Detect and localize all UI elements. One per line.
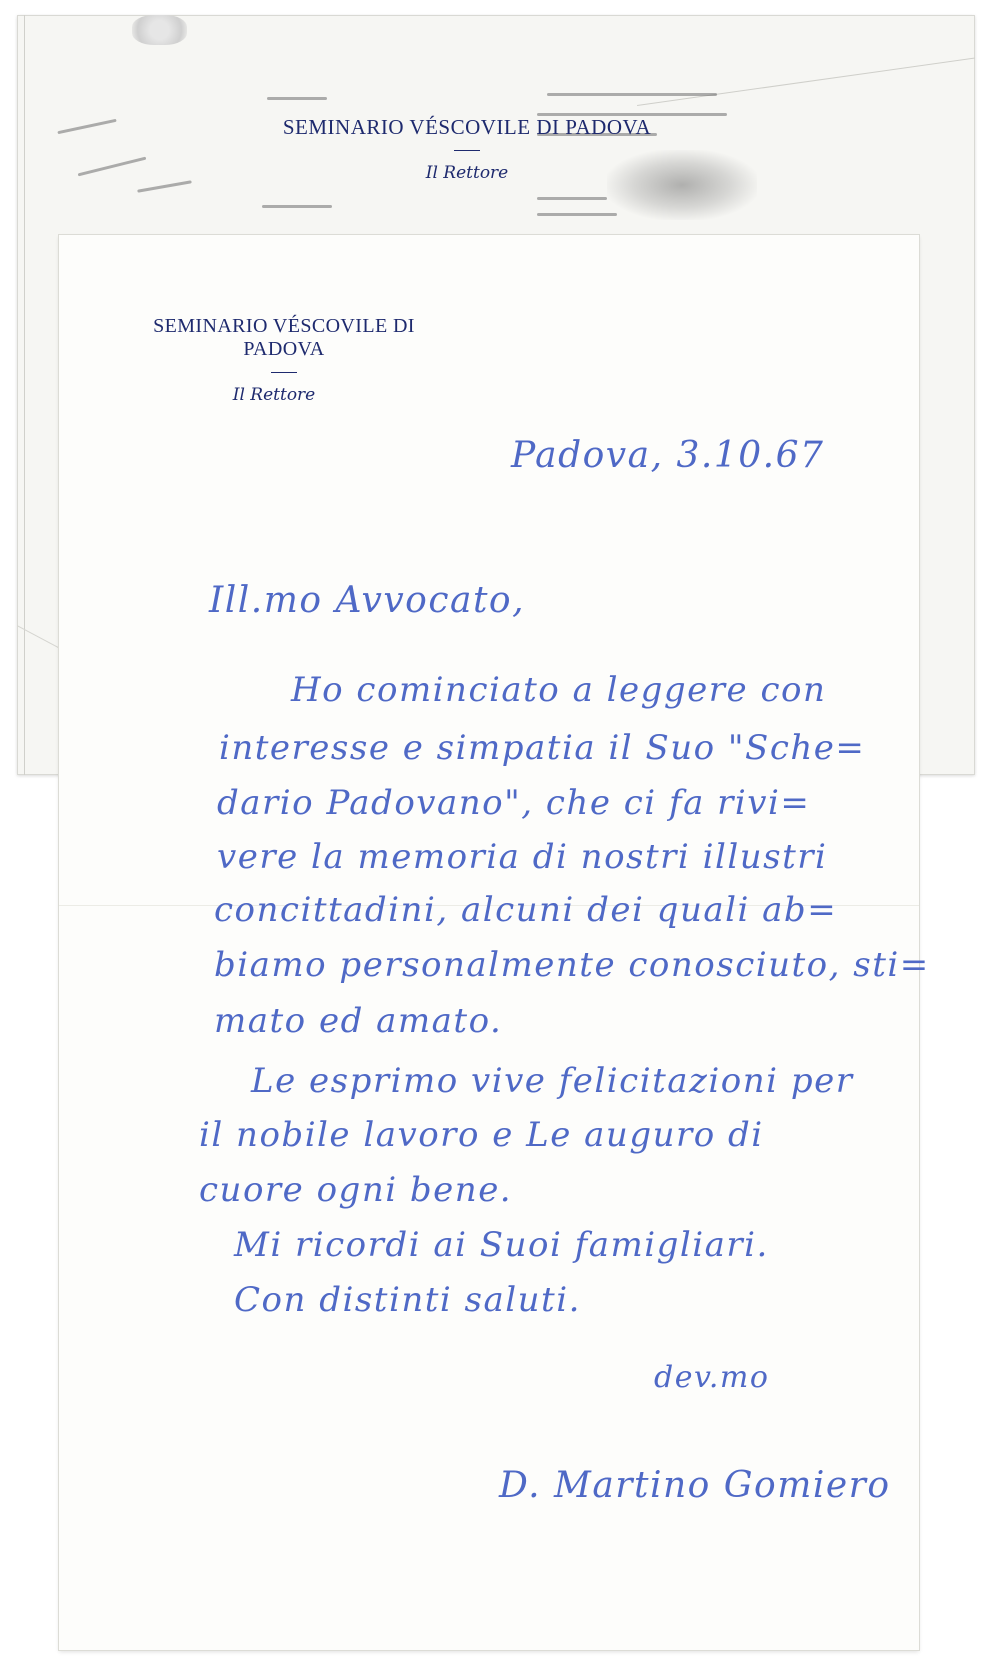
postmark-stroke [57, 119, 116, 134]
body-line: Con distinti saluti. [234, 1280, 581, 1320]
postmark-stroke [537, 213, 617, 216]
date-line: Padova, 3.10.67 [511, 435, 825, 476]
body-line: il nobile lavoro e Le auguro di [199, 1115, 764, 1155]
signature: D. Martino Gomiero [499, 1465, 891, 1506]
tape-residue [132, 15, 187, 45]
letter-title: Il Rettore [232, 385, 316, 405]
letterhead-rule [271, 372, 297, 373]
body-line: biamo personalmente conosciuto, sti= [214, 945, 930, 985]
letterhead-rule [454, 150, 480, 151]
postmark-stroke [537, 197, 607, 200]
postmark-stroke [262, 205, 332, 208]
letter-letterhead [119, 315, 449, 405]
postmark-stroke [267, 97, 327, 100]
body-line: Mi ricordi ai Suoi famigliari. [234, 1225, 769, 1265]
postmark-stroke [547, 93, 717, 96]
postmark-stroke [137, 180, 192, 193]
letter-institution: SEMINARIO VÉSCOVILE DI PADOVA [153, 315, 415, 360]
body-line: Le esprimo vive felicitazioni per [251, 1061, 854, 1101]
envelope-institution: SEMINARIO VÉSCOVILE DI PADOVA [282, 115, 652, 139]
envelope-letterhead [217, 115, 717, 183]
body-line: vere la memoria di nostri illustri [217, 837, 828, 877]
envelope-title: Il Rettore [425, 163, 509, 183]
body-line: interesse e simpatia il Suo "Sche= [219, 728, 866, 768]
body-line: mato ed amato. [214, 1001, 503, 1041]
body-line: Ho cominciato a leggere con [291, 670, 827, 710]
closing: dev.mo [654, 1360, 770, 1395]
body-line: concittadini, alcuni dei quali ab= [214, 890, 838, 930]
salutation: Ill.mo Avvocato, [209, 580, 526, 621]
body-line: dario Padovano", che ci fa rivi= [217, 783, 811, 823]
postmark-stroke [78, 157, 147, 177]
letter-sheet [59, 235, 930, 1650]
body-line: cuore ogni bene. [199, 1170, 513, 1210]
